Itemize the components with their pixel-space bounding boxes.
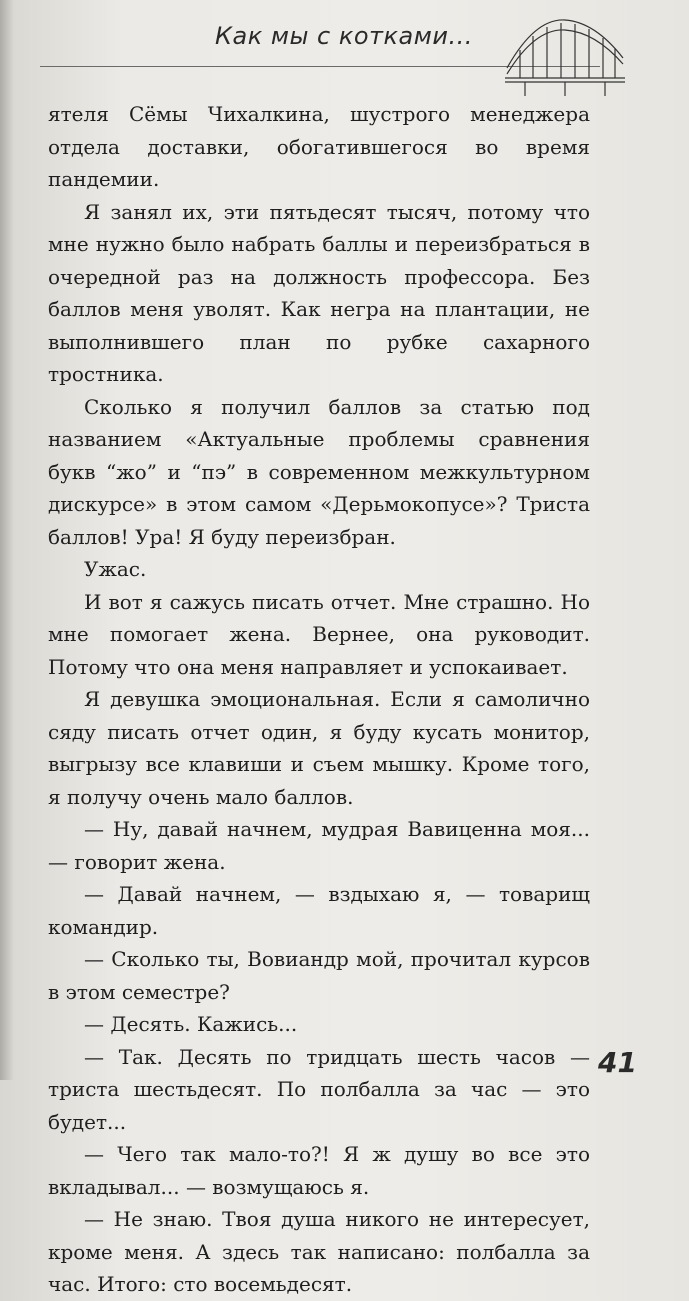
page-number: 41 <box>598 1046 637 1079</box>
paragraph: Сколько я получил баллов за статью под названием «Актуальные проблемы сравнения букв “жо” и “пэ” в современном межкультурном дискурсе» в этом самом «Дерьмокопусе»? Триста баллов! Ура! Я буду переизбран. <box>48 394 590 549</box>
paragraph: ятеля Сёмы Чихалкина, шустрого менеджера отдела доставки, обогатившегося во время пандемии. <box>48 102 590 191</box>
paragraph: — Так. Десять по тридцать шесть часов — триста шестьдесят. По полбалла за час — это будет... <box>48 1044 590 1134</box>
body-text <box>48 98 590 1301</box>
paragraph: — Десять. Кажись... <box>84 1012 298 1036</box>
paragraph: — Давай начнем, — вздыхаю я, — товарищ командир. <box>48 882 590 939</box>
paragraph: Я занял их, эти пятьдесят тысяч, потому что мне нужно было набрать баллы и переизбраться в очередной раз на должность профессора. Без баллов меня уволят. Как негра на плантации, не выполнившего план по рубке сахарного тростника. <box>48 199 590 386</box>
paragraph: — Сколько ты, Вовиандр мой, прочитал курсов в этом семестре? <box>48 947 590 1004</box>
running-title: Как мы с котками... <box>215 22 473 50</box>
page-gutter-shadow <box>0 0 14 1080</box>
bridge-illustration-icon <box>505 8 625 98</box>
paragraph: — Не знаю. Твоя душа никого не интересует, кроме меня. А здесь так написано: полбалла за час. Итого: сто восемьдесят. <box>48 1207 590 1296</box>
paragraph: Я девушка эмоциональная. Если я самолично сяду писать отчет один, я буду кусать монитор, выгрызу все клавиши и съем мышку. Кроме того, я получу очень мало баллов. <box>48 687 590 809</box>
paragraph: Ужас. <box>84 557 147 581</box>
paragraph: И вот я сажусь писать отчет. Мне страшно. Но мне помогает жена. Вернее, она руководит. Потому что она меня направляет и успокаивает. <box>48 589 590 679</box>
paragraph: — Чего так мало-то?! Я ж душу во все это вкладывал... — возмущаюсь я. <box>48 1142 590 1199</box>
paragraph: — Ну, давай начнем, мудрая Вавиценна моя... — говорит жена. <box>48 817 590 874</box>
